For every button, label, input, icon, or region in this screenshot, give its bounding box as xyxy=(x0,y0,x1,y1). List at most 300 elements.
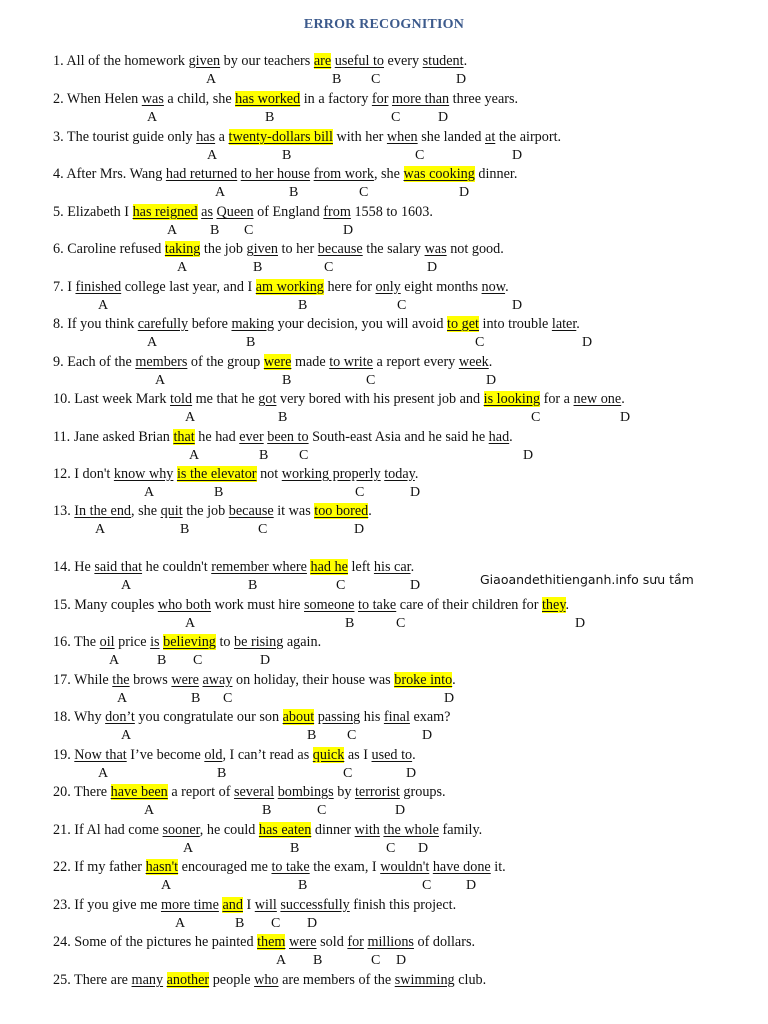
question-20 xyxy=(53,784,446,801)
underlined-option: away xyxy=(202,672,233,688)
underlined-option: know why xyxy=(113,466,174,482)
question-text: the airport. xyxy=(495,129,562,145)
underlined-option: terrorist xyxy=(354,784,400,800)
question-text: . xyxy=(368,503,372,519)
question-text: 18. Why xyxy=(53,709,106,725)
underlined-option: later xyxy=(551,316,577,332)
option-letter-d: D xyxy=(354,522,365,537)
question-text: left xyxy=(347,559,374,575)
underlined-option: got xyxy=(258,391,277,407)
option-letter-a: A xyxy=(121,728,132,743)
underlined-option: Queen xyxy=(216,204,254,220)
question-text: 3. The tourist guide only xyxy=(53,129,197,145)
option-letter-d: D xyxy=(486,373,497,388)
underlined-option: said that xyxy=(94,559,143,575)
question-text: 7. I xyxy=(53,279,76,295)
underlined-option: week xyxy=(458,354,489,370)
highlighted-error-option: too bored xyxy=(314,503,369,519)
option-letter-a: A xyxy=(177,260,188,275)
underlined-option: from xyxy=(323,204,351,220)
option-letter-a: A xyxy=(207,148,218,163)
option-letter-a: A xyxy=(121,578,132,593)
underlined-option: oil xyxy=(99,634,115,650)
underlined-option: ever xyxy=(239,429,264,445)
underlined-option: new one xyxy=(573,391,622,407)
underlined-option: now xyxy=(481,279,506,295)
option-letter-b: B xyxy=(298,298,308,313)
question-3 xyxy=(53,129,561,146)
question-text: of dollars. xyxy=(413,934,476,950)
question-text: college last year, and I xyxy=(121,279,256,295)
question-text: for a xyxy=(540,391,574,407)
option-letter-c: C xyxy=(347,728,357,743)
option-letter-c: C xyxy=(317,803,327,818)
underlined-option: at xyxy=(485,129,496,145)
option-letter-b: B xyxy=(313,953,323,968)
option-letter-d: D xyxy=(620,410,631,425)
option-letter-d: D xyxy=(422,728,433,743)
option-letter-d: D xyxy=(395,803,406,818)
question-text: not xyxy=(256,466,282,482)
highlighted-error-option: that xyxy=(173,429,195,445)
underlined-option: useful to xyxy=(334,53,384,69)
option-letter-a: A xyxy=(95,522,106,537)
underlined-option: In the end xyxy=(74,503,132,519)
question-text: 10. Last week Mark xyxy=(53,391,171,407)
question-text: on holiday, their house was xyxy=(232,672,395,688)
question-text: 20. There xyxy=(53,784,111,800)
question-1 xyxy=(53,53,467,70)
question-text: 9. Each of the xyxy=(53,354,136,370)
question-2 xyxy=(53,91,518,108)
question-text: of the group xyxy=(187,354,264,370)
question-text: a child, she xyxy=(163,91,236,107)
underlined-option: more time xyxy=(160,897,219,913)
question-8 xyxy=(53,316,580,333)
question-text: eight months xyxy=(400,279,482,295)
underlined-option: been to xyxy=(267,429,309,445)
question-text: again. xyxy=(283,634,322,650)
question-text: , I can’t read as xyxy=(222,747,313,763)
underlined-option: because xyxy=(317,241,363,257)
highlighted-error-option: has eaten xyxy=(258,822,312,838)
option-letter-c: C xyxy=(371,953,381,968)
underlined-option: several xyxy=(233,784,275,800)
underlined-option: given xyxy=(188,53,221,69)
question-10 xyxy=(53,391,625,408)
question-7 xyxy=(53,279,509,296)
underlined-option: has xyxy=(196,129,216,145)
question-text: dinner xyxy=(311,822,355,838)
underlined-option: more than xyxy=(391,91,450,107)
option-letter-a: A xyxy=(161,878,172,893)
highlighted-error-option: is the elevator xyxy=(176,466,257,482)
underlined-option: remember where xyxy=(211,559,307,575)
option-letter-b: B xyxy=(262,803,272,818)
underlined-option: told xyxy=(170,391,193,407)
underlined-option: the whole xyxy=(383,822,439,838)
question-text: , she xyxy=(131,503,161,519)
underlined-option: members xyxy=(135,354,188,370)
question-text: 15. Many couples xyxy=(53,597,158,613)
option-letter-d: D xyxy=(466,878,477,893)
option-letter-b: B xyxy=(278,410,288,425)
option-letter-c: C xyxy=(299,448,309,463)
option-letter-d: D xyxy=(410,578,421,593)
underlined-option: the xyxy=(112,672,130,688)
underlined-option: bombings xyxy=(277,784,334,800)
underlined-option: Now that xyxy=(74,747,127,763)
underlined-option: quit xyxy=(160,503,183,519)
option-letter-d: D xyxy=(418,841,429,856)
option-letter-c: C xyxy=(391,110,401,125)
underlined-option: working properly xyxy=(281,466,381,482)
option-letter-b: B xyxy=(290,841,300,856)
underlined-option: as xyxy=(201,204,213,220)
highlighted-error-option: another xyxy=(166,972,210,988)
question-14 xyxy=(53,559,414,576)
underlined-option: today xyxy=(384,466,415,482)
option-letter-b: B xyxy=(217,766,227,781)
highlighted-error-option: were xyxy=(263,354,292,370)
option-letter-a: A xyxy=(215,185,226,200)
highlighted-error-option: have been xyxy=(110,784,168,800)
question-text: his xyxy=(360,709,384,725)
underlined-option: final xyxy=(383,709,410,725)
option-letter-a: A xyxy=(98,766,109,781)
option-letter-d: D xyxy=(459,185,470,200)
option-letter-b: B xyxy=(259,448,269,463)
option-letter-d: D xyxy=(523,448,534,463)
underlined-option: successfully xyxy=(280,897,350,913)
highlighted-error-option: broke into xyxy=(394,672,453,688)
underlined-option: carefully xyxy=(137,316,189,332)
highlighted-error-option: is looking xyxy=(483,391,541,407)
question-12 xyxy=(53,466,418,483)
question-text: care of their children for xyxy=(396,597,542,613)
highlighted-error-option: has reigned xyxy=(132,204,198,220)
option-letter-c: C xyxy=(531,410,541,425)
option-letter-a: A xyxy=(189,448,200,463)
option-letter-a: A xyxy=(98,298,109,313)
option-letter-d: D xyxy=(444,691,455,706)
question-text: a report of xyxy=(167,784,234,800)
question-text: 4. After Mrs. Wang xyxy=(53,166,166,182)
underlined-option: sooner xyxy=(162,822,200,838)
option-letter-b: B xyxy=(235,916,245,931)
option-letter-b: B xyxy=(246,335,256,350)
option-letter-c: C xyxy=(336,578,346,593)
underlined-option: had xyxy=(488,429,510,445)
question-text: before xyxy=(188,316,232,332)
option-letter-a: A xyxy=(117,691,128,706)
question-text: people xyxy=(209,972,255,988)
question-text: 5. Elizabeth I xyxy=(53,204,133,220)
option-letter-c: C xyxy=(422,878,432,893)
question-text: by our teachers xyxy=(220,53,314,69)
option-letter-a: A xyxy=(175,916,186,931)
option-letter-a: A xyxy=(185,410,196,425)
underlined-option: to write xyxy=(329,354,373,370)
question-21 xyxy=(53,822,482,839)
highlighted-error-option: and xyxy=(222,897,243,913)
question-text: every xyxy=(384,53,423,69)
question-text: . xyxy=(452,672,456,688)
highlighted-error-option: about xyxy=(282,709,315,725)
option-letter-d: D xyxy=(512,148,523,163)
question-11 xyxy=(53,429,513,446)
question-22 xyxy=(53,859,506,876)
option-letter-a: A xyxy=(183,841,194,856)
underlined-option: be rising xyxy=(234,634,284,650)
option-letter-c: C xyxy=(355,485,365,500)
option-letter-d: D xyxy=(575,616,586,631)
question-text: 11. Jane asked Brian xyxy=(53,429,174,445)
question-text: encouraged me xyxy=(178,859,272,875)
highlighted-error-option: am working xyxy=(255,279,324,295)
question-text: 19. xyxy=(53,747,75,763)
option-letter-b: B xyxy=(210,223,220,238)
highlighted-error-option: taking xyxy=(164,241,201,257)
option-letter-a: A xyxy=(144,803,155,818)
question-text: to xyxy=(215,634,235,650)
underlined-option: student xyxy=(422,53,464,69)
question-text: of England xyxy=(253,204,324,220)
option-letter-c: C xyxy=(343,766,353,781)
option-letter-b: B xyxy=(265,110,275,125)
question-24 xyxy=(53,934,475,951)
option-letter-a: A xyxy=(109,653,120,668)
question-text: three years. xyxy=(449,91,519,107)
question-text: she landed xyxy=(417,129,486,145)
option-letter-d: D xyxy=(343,223,354,238)
question-text: 17. While xyxy=(53,672,113,688)
question-text: your decision, you will avoid xyxy=(274,316,448,332)
question-5 xyxy=(53,204,433,221)
option-letter-c: C xyxy=(223,691,233,706)
question-18 xyxy=(53,709,450,726)
question-text: , he could xyxy=(199,822,259,838)
option-letter-a: A xyxy=(276,953,287,968)
option-letter-b: B xyxy=(282,373,292,388)
option-letter-b: B xyxy=(180,522,190,537)
question-text: 12. I don't xyxy=(53,466,114,482)
underlined-option: his car xyxy=(373,559,411,575)
question-text: family. xyxy=(438,822,483,838)
option-letter-d: D xyxy=(260,653,271,668)
question-text: . xyxy=(412,747,416,763)
option-letter-c: C xyxy=(371,72,381,87)
question-text: 24. Some of the pictures he painted xyxy=(53,934,258,950)
underlined-option: from work xyxy=(313,166,374,182)
underlined-option: swimming xyxy=(394,972,455,988)
underlined-option: were xyxy=(289,934,317,950)
option-letter-d: D xyxy=(406,766,417,781)
question-text: he couldn't xyxy=(142,559,212,575)
option-letter-c: C xyxy=(386,841,396,856)
question-text: exam? xyxy=(409,709,451,725)
underlined-option: wouldn't xyxy=(380,859,430,875)
question-text: South-east Asia and he said he xyxy=(308,429,489,445)
question-6 xyxy=(53,241,504,258)
option-letter-b: B xyxy=(307,728,317,743)
underlined-option: when xyxy=(386,129,418,145)
question-text: brows xyxy=(129,672,172,688)
option-letter-d: D xyxy=(307,916,318,931)
question-text: 16. The xyxy=(53,634,100,650)
question-text: . xyxy=(410,559,415,575)
option-letter-c: C xyxy=(271,916,281,931)
option-letter-b: B xyxy=(214,485,224,500)
question-17 xyxy=(53,672,456,689)
option-letter-d: D xyxy=(410,485,421,500)
source-credit: Giaoandethitienganh.info sưu tầm xyxy=(480,572,694,587)
question-text: . xyxy=(565,597,570,613)
option-letter-b: B xyxy=(282,148,292,163)
question-text: in a factory xyxy=(300,91,372,107)
question-text: . xyxy=(488,354,493,370)
question-23 xyxy=(53,897,456,914)
highlighted-error-option: quick xyxy=(312,747,345,763)
option-letter-c: C xyxy=(366,373,376,388)
option-letter-a: A xyxy=(167,223,178,238)
page-title: ERROR RECOGNITION xyxy=(303,17,465,32)
question-13 xyxy=(53,503,372,520)
question-text: 23. If you give me xyxy=(53,897,161,913)
question-text: . xyxy=(576,316,580,332)
underlined-option: used to xyxy=(371,747,413,763)
highlighted-error-option: to get xyxy=(447,316,479,332)
question-text: it was xyxy=(273,503,315,519)
question-text: the job xyxy=(200,241,247,257)
underlined-option: was xyxy=(424,241,447,257)
question-text: 21. If Al had come xyxy=(53,822,163,838)
question-4 xyxy=(53,166,517,183)
question-text: 8. If you think xyxy=(53,316,138,332)
underlined-option: someone xyxy=(304,597,355,613)
option-letter-a: A xyxy=(155,373,166,388)
question-15 xyxy=(53,597,569,614)
highlighted-error-option: are xyxy=(313,53,332,69)
question-text: he had xyxy=(194,429,240,445)
option-letter-b: B xyxy=(248,578,258,593)
highlighted-error-option: was cooking xyxy=(403,166,475,182)
question-9 xyxy=(53,354,492,371)
option-letter-d: D xyxy=(512,298,523,313)
underlined-option: to take xyxy=(271,859,310,875)
question-text: by xyxy=(333,784,355,800)
option-letter-d: D xyxy=(438,110,449,125)
question-text: 1. All of the homework xyxy=(53,53,189,69)
question-text: a report every xyxy=(372,354,459,370)
question-text: 25. There are xyxy=(53,972,132,988)
question-text: not good. xyxy=(446,241,504,257)
highlighted-error-option: twenty-dollars bill xyxy=(228,129,333,145)
question-text: . xyxy=(505,279,509,295)
option-letter-b: B xyxy=(253,260,263,275)
option-letter-b: B xyxy=(298,878,308,893)
underlined-option: old xyxy=(204,747,223,763)
question-text: to her xyxy=(278,241,318,257)
question-text: sold xyxy=(316,934,348,950)
option-letter-c: C xyxy=(397,298,407,313)
question-text: 14. He xyxy=(53,559,95,575)
option-letter-c: C xyxy=(324,260,334,275)
option-letter-a: A xyxy=(206,72,217,87)
option-letter-b: B xyxy=(332,72,342,87)
question-text: made xyxy=(291,354,330,370)
underlined-option: given xyxy=(246,241,278,257)
question-text: the job xyxy=(182,503,229,519)
question-text: . xyxy=(509,429,513,445)
option-letter-b: B xyxy=(289,185,299,200)
question-text: 13. xyxy=(53,503,75,519)
question-text: club. xyxy=(454,972,487,988)
question-text: , she xyxy=(373,166,404,182)
underlined-option: only xyxy=(375,279,401,295)
question-text: the exam, I xyxy=(309,859,381,875)
question-text: finish this project. xyxy=(349,897,457,913)
option-letter-c: C xyxy=(359,185,369,200)
question-text: . xyxy=(463,53,468,69)
option-letter-c: C xyxy=(193,653,203,668)
option-letter-d: D xyxy=(427,260,438,275)
highlighted-error-option: hasn't xyxy=(145,859,179,875)
question-text: with her xyxy=(332,129,387,145)
option-letter-d: D xyxy=(582,335,593,350)
question-text: the salary xyxy=(362,241,425,257)
question-text: I’ve become xyxy=(126,747,205,763)
underlined-option: were xyxy=(171,672,199,688)
highlighted-error-option: believing xyxy=(163,634,216,650)
underlined-option: is xyxy=(150,634,160,650)
question-text: a xyxy=(215,129,229,145)
question-19 xyxy=(53,747,416,764)
option-letter-d: D xyxy=(396,953,407,968)
highlighted-error-option: has worked xyxy=(235,91,301,107)
option-letter-a: A xyxy=(144,485,155,500)
option-letter-c: C xyxy=(258,522,268,537)
option-letter-c: C xyxy=(475,335,485,350)
question-text: it. xyxy=(490,859,506,875)
option-letter-c: C xyxy=(415,148,425,163)
question-text: . xyxy=(621,391,625,407)
question-text: groups. xyxy=(399,784,446,800)
highlighted-error-option: they xyxy=(541,597,566,613)
highlighted-error-option: them xyxy=(257,934,286,950)
underlined-option: to her house xyxy=(240,166,311,182)
underlined-option: who both xyxy=(157,597,212,613)
option-letter-c: C xyxy=(244,223,254,238)
question-text: you congratulate our son xyxy=(134,709,283,725)
underlined-option: for xyxy=(347,934,364,950)
question-text: 2. When Helen xyxy=(53,91,142,107)
question-text: as I xyxy=(344,747,372,763)
underlined-option: to take xyxy=(358,597,397,613)
question-16 xyxy=(53,634,321,651)
underlined-option: don’t xyxy=(105,709,135,725)
underlined-option: for xyxy=(371,91,389,107)
underlined-option: was xyxy=(141,91,164,107)
question-text: dinner. xyxy=(474,166,518,182)
question-text: 1558 to 1603. xyxy=(350,204,433,220)
option-letter-a: A xyxy=(185,616,196,631)
underlined-option: passing xyxy=(317,709,361,725)
underlined-option: who xyxy=(254,972,279,988)
underlined-option: had returned xyxy=(165,166,238,182)
underlined-option: have done xyxy=(432,859,491,875)
question-text: 22. If my father xyxy=(53,859,146,875)
